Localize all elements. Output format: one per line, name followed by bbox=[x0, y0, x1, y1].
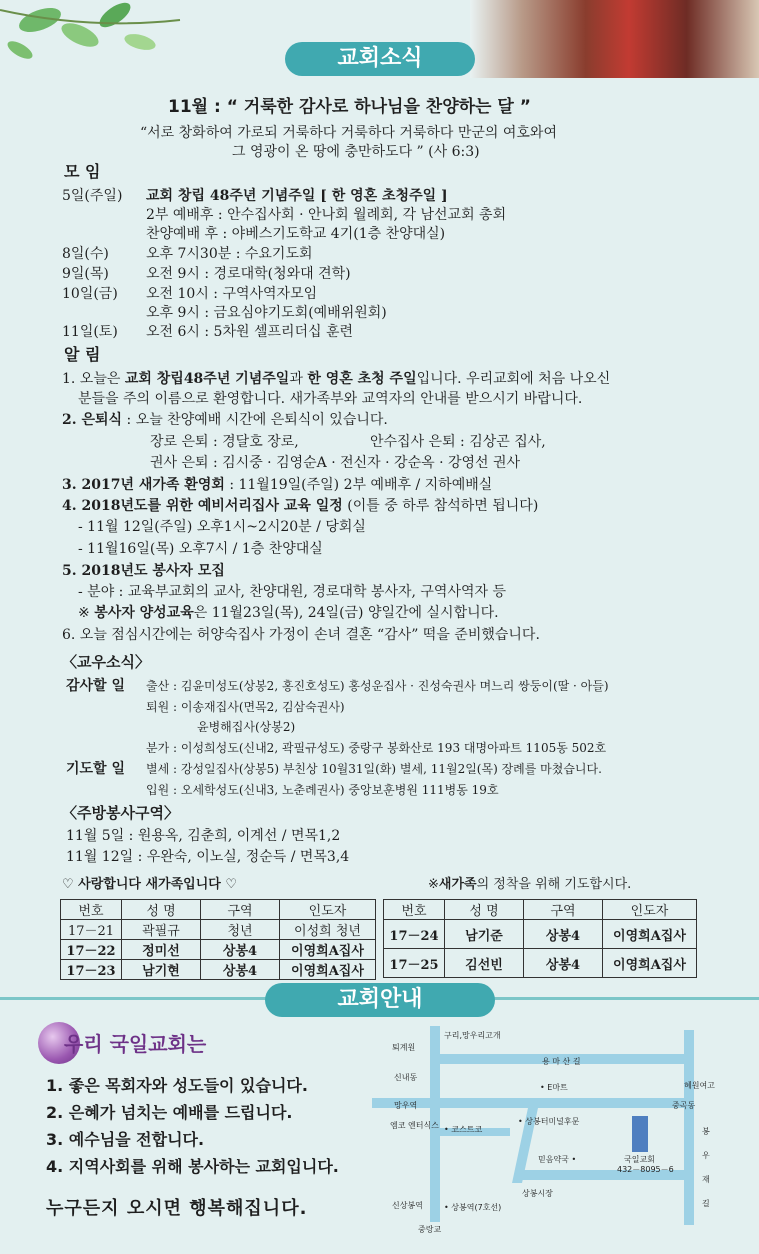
map-label: 신상봉역 bbox=[392, 1201, 423, 1210]
guide-item: 3. 예수님을 전합니다. bbox=[46, 1130, 205, 1149]
newfamily-prayer: ※새가족의 정착을 위해 기도합시다. bbox=[428, 877, 632, 892]
meeting-date: 11일(토) bbox=[62, 324, 118, 340]
header-cell: 번호 bbox=[384, 900, 445, 920]
map-label: 중곡동 bbox=[672, 1101, 696, 1110]
notice-4-date1: - 11월 12일(주일) 오후1시~2시20분 / 당회실 bbox=[78, 519, 366, 535]
table-row bbox=[384, 949, 697, 978]
map-label: 432－8095－6 bbox=[617, 1165, 674, 1174]
header-cell: 성 명 bbox=[445, 900, 524, 920]
map-label: 퇴계원 bbox=[392, 1043, 416, 1052]
meeting-text: 오후 9시 : 금요심야기도회(예배위원회) bbox=[146, 305, 387, 321]
map-label: 믿음약국 • bbox=[538, 1155, 577, 1164]
notice-2-elder: 장로 은퇴 : 경달호 장로, bbox=[150, 434, 299, 450]
table-cell: 이영희A집사 bbox=[603, 920, 697, 949]
section-title-news: 교회소식 bbox=[285, 42, 475, 76]
table-cell: 17－24 bbox=[384, 920, 445, 949]
guide-item: 1. 좋은 목회자와 성도들이 있습니다. bbox=[46, 1076, 308, 1095]
guide-item: 2. 은혜가 넘치는 예배를 드립니다. bbox=[46, 1103, 293, 1122]
hospital-news: 입원 : 오세학성도(신내3, 노춘례권사) 중앙보훈병원 111병동 19호 bbox=[146, 783, 499, 797]
notice-1-cont: 분들을 주의 이름으로 환영합니다. 새가족부와 교역자의 안내를 받으시기 바랍니다. bbox=[78, 391, 583, 407]
map-label: 엠코 엔터식스 bbox=[390, 1121, 439, 1130]
table-row bbox=[61, 960, 376, 980]
leaves-decoration bbox=[0, 0, 190, 70]
table-row bbox=[384, 920, 697, 949]
notice-4: 4. 2018년도를 위한 예비서리집사 교육 일정 (이틀 중 하루 참석하면 됩니다) bbox=[62, 498, 539, 514]
table-cell: 상봉4 bbox=[524, 920, 603, 949]
notices-heading: 알 림 bbox=[64, 345, 101, 364]
table-cell: 이영희A집사 bbox=[280, 940, 376, 960]
newfamily-table-left bbox=[60, 899, 376, 980]
meeting-text: 오전 10시 : 구역사역자모임 bbox=[146, 286, 318, 302]
table-cell: 상봉4 bbox=[524, 949, 603, 978]
map-label: 용 마 산 길 bbox=[542, 1057, 581, 1066]
table-cell: 이영희A집사 bbox=[280, 960, 376, 980]
map-label: • E마트 bbox=[540, 1083, 568, 1092]
notice-2-deacon: 안수집사 은퇴 : 김상곤 집사, bbox=[370, 434, 546, 450]
map-label: • 상봉터미널후문 bbox=[518, 1117, 580, 1126]
guide-item: 4. 지역사회를 위해 봉사하는 교회입니다. bbox=[46, 1157, 339, 1176]
table-cell: 17－21 bbox=[61, 920, 122, 940]
map-label: 봉 우 재 길 bbox=[702, 1127, 710, 1208]
meeting-text: 찬양예배 후 : 야베스기도학교 4기(1층 찬양대실) bbox=[146, 226, 446, 242]
map-label: • 코스트코 bbox=[444, 1125, 483, 1134]
meeting-date: 8일(수) bbox=[62, 246, 109, 262]
map-label: 구리,망우리고개 bbox=[444, 1031, 501, 1040]
meeting-text: 2부 예배후 : 안수집사회 · 안나회 월례회, 각 남선교회 총회 bbox=[146, 207, 507, 223]
table-cell: 김선빈 bbox=[445, 949, 524, 978]
table-cell: 이영희A집사 bbox=[603, 949, 697, 978]
map-label: 망우역 bbox=[394, 1101, 418, 1110]
discharge-news-2: 윤병해집사(상봉2) bbox=[197, 720, 296, 734]
meeting-text: 오후 7시30분 : 수요기도회 bbox=[146, 246, 313, 262]
table-cell: 정미선 bbox=[122, 940, 201, 960]
table-cell: 남기준 bbox=[445, 920, 524, 949]
meeting-date: 9일(목) bbox=[62, 266, 109, 282]
map-label: 중랑교 bbox=[418, 1225, 442, 1234]
section-title-guide: 교회안내 bbox=[265, 983, 495, 1017]
meeting-date: 10일(금) bbox=[62, 286, 118, 302]
notice-2-kwonsa: 권사 은퇴 : 김시중 · 김영순A · 전신자 · 강순옥 · 강영선 권사 bbox=[150, 455, 521, 471]
members-heading: 〈교우소식〉 bbox=[62, 653, 150, 671]
table-cell: 상봉4 bbox=[201, 940, 280, 960]
notice-3: 3. 2017년 새가족 환영회 : 11월19일(주일) 2부 예배후 / 지하예배실 bbox=[62, 477, 493, 493]
guide-title-badge bbox=[38, 1022, 268, 1066]
notice-1: 1. 오늘은 교회 창립48주년 기념주일과 한 영혼 초청 주일입니다. 우리교회에 처음 나오신 bbox=[62, 371, 611, 387]
map-road bbox=[684, 1030, 694, 1225]
table-header-row bbox=[61, 900, 376, 920]
table-cell: 청년 bbox=[201, 920, 280, 940]
map-label: 신내동 bbox=[394, 1073, 418, 1082]
monthly-theme: 11월 : “ 거룩한 감사로 하나님을 찬양하는 달 ” bbox=[168, 97, 531, 117]
map-label: • 상봉역(7호선) bbox=[444, 1203, 502, 1212]
header-cell: 인도자 bbox=[603, 900, 697, 920]
header-cell: 성 명 bbox=[122, 900, 201, 920]
verse-line-1: “서로 창화하여 가로되 거룩하다 거룩하다 거룩하다 만군의 여호와여 bbox=[140, 125, 557, 141]
guide-closing: 누구든지 오시면 행복해집니다. bbox=[46, 1198, 308, 1219]
map-label: 상봉시장 bbox=[522, 1189, 553, 1198]
notice-6: 6. 오늘 점심시간에는 허양숙집사 가정이 손녀 결혼 “감사” 떡을 준비했습니다. bbox=[62, 627, 540, 643]
table-cell: 곽필규 bbox=[122, 920, 201, 940]
choir-photo bbox=[470, 0, 759, 78]
birth-news: 출산 : 김윤미성도(상봉2, 홍진호성도) 홍성운집사 · 진성숙권사 며느리 쌍둥이(딸 · 아들) bbox=[146, 679, 609, 693]
table-row bbox=[61, 940, 376, 960]
table-row bbox=[61, 920, 376, 940]
notice-5-training: ※ 봉사자 양성교육은 11월23일(목), 24일(금) 양일간에 실시합니다. bbox=[78, 605, 499, 621]
header-cell: 번호 bbox=[61, 900, 122, 920]
table-cell: 상봉4 bbox=[201, 960, 280, 980]
meeting-text: 오전 6시 : 5차원 셀프리더십 훈련 bbox=[146, 324, 354, 340]
map-road bbox=[430, 1098, 694, 1108]
meeting-date: 5일(주일) bbox=[62, 188, 123, 204]
meetings-heading: 모 임 bbox=[64, 162, 101, 181]
map-label: 혜원여고 bbox=[684, 1081, 715, 1090]
newfamily-heading: ♡ 사랑합니다 새가족입니다 ♡ bbox=[62, 877, 238, 892]
move-news: 분가 : 이성희성도(신내2, 곽필규성도) 중랑구 봉화산로 193 대명아파트 1105동 502호 bbox=[146, 741, 607, 755]
map-label: 국일교회 bbox=[624, 1155, 655, 1164]
service-heading: 〈주방봉사구역〉 bbox=[62, 804, 179, 822]
table-cell: 이성희 청년 bbox=[280, 920, 376, 940]
header-cell: 구역 bbox=[524, 900, 603, 920]
notice-4-date2: - 11월16일(목) 오후7시 / 1층 찬양대실 bbox=[78, 541, 323, 557]
location-map bbox=[372, 1020, 724, 1235]
notice-5: 5. 2018년도 봉사자 모집 bbox=[62, 563, 225, 579]
newfamily-table-right bbox=[383, 899, 697, 978]
header-cell: 인도자 bbox=[280, 900, 376, 920]
church-building-icon bbox=[632, 1116, 648, 1152]
table-cell: 남기현 bbox=[122, 960, 201, 980]
table-cell: 17－22 bbox=[61, 940, 122, 960]
service-row: 11월 5일 : 원용옥, 김춘희, 이계선 / 면목1,2 bbox=[66, 828, 341, 844]
meeting-text: 교회 창립 48주년 기념주일 [ 한 영혼 초청주일 ] bbox=[146, 188, 448, 204]
meeting-text: 오전 9시 : 경로대학(청와대 견학) bbox=[146, 266, 351, 282]
table-cell: 17－25 bbox=[384, 949, 445, 978]
table-header-row bbox=[384, 900, 697, 920]
table-cell: 17－23 bbox=[61, 960, 122, 980]
verse-line-2: 그 영광이 온 땅에 충만하도다 ” (사 6:3) bbox=[232, 144, 480, 160]
header-cell: 구역 bbox=[201, 900, 280, 920]
death-news: 별세 : 강성일집사(상봉5) 부친상 10월31일(화) 별세, 11월2일(목) 장례를 마쳤습니다. bbox=[146, 762, 602, 776]
notice-2: 2. 은퇴식 : 오늘 찬양예배 시간에 은퇴식이 있습니다. bbox=[62, 412, 388, 428]
discharge-news: 퇴원 : 이송재집사(면목2, 김삼숙권사) bbox=[146, 700, 345, 714]
thanks-label: 감사할 일 bbox=[66, 678, 125, 694]
notice-5-field: - 분야 : 교육부교회의 교사, 찬양대원, 경로대학 봉사자, 구역사역자 등 bbox=[78, 584, 506, 600]
guide-title: 우리 국일교회는 bbox=[64, 1032, 207, 1056]
pray-label: 기도할 일 bbox=[66, 761, 125, 777]
service-row: 11월 12일 : 우완숙, 이노실, 정순득 / 면목3,4 bbox=[66, 849, 350, 865]
